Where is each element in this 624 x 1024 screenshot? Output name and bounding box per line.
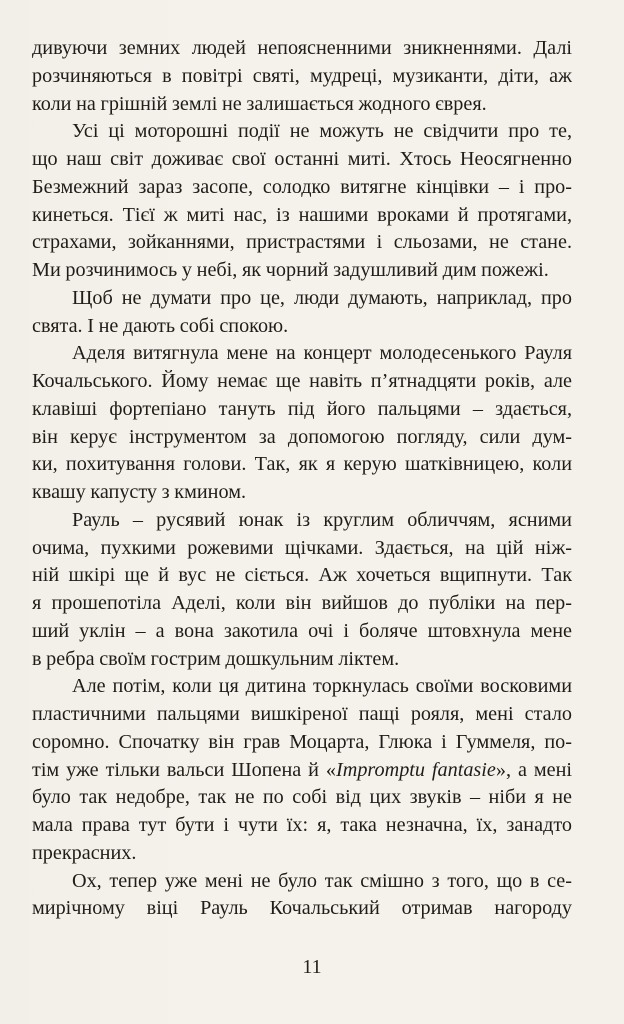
paragraph-5 — [32, 507, 572, 674]
text-line: Усі ці моторошні події не можуть не свідчити про те, — [72, 120, 572, 143]
italic-title: Impromptu fantasie — [336, 758, 496, 781]
text-line: я прошепотіла Аделі, коли він вийшов до публіки на пер- — [32, 592, 572, 614]
paragraph-1 — [32, 35, 572, 118]
text-line: свята. І не дають собі спокою. — [32, 314, 289, 337]
text-line: що наш світ доживає свої останні миті. Хтось Неосягненно — [32, 148, 572, 170]
text-line: клавіші фортепіано тануть під його пальцями – здається, — [32, 397, 572, 420]
text-line: Ох, тепер уже мені не було так смішно з того, що в се- — [72, 869, 572, 892]
text-line: ший уклін – а вона закотила очі і боляче штовхнула мене — [32, 619, 572, 642]
text-line: Ми розчинимось у небі, як чорний задушливий дим пожежі. — [32, 259, 549, 281]
text-line: в ребра своїм гострим дошкульним ліктем. — [32, 647, 400, 670]
text-line: ній шкірі ще й вус не сіється. Аж хочеться вщипнути. Так — [32, 564, 572, 587]
text-line: квашу капусту з кмином. — [32, 481, 247, 503]
page-text — [32, 35, 572, 923]
text-line: соромно. Спочатку він грав Моцарта, Глюка і Гуммеля, по- — [32, 730, 572, 753]
text-line: пластичними пальцями вишкіреної пащі рояля, мені стало — [32, 703, 572, 725]
text-line: прекрасних. — [32, 841, 137, 864]
text-line: Аделя витягнула мене на концерт молодесенького Рауля — [72, 342, 572, 365]
text-line: розчиняються в повітрі святі, мудреці, музиканти, діти, аж — [32, 64, 572, 87]
paragraph-7 — [32, 868, 572, 924]
text-line: мала права тут бути і чути їх: я, така незначна, їх, занадто — [32, 814, 572, 836]
paragraph-6 — [32, 673, 572, 867]
paragraph-2 — [32, 118, 572, 285]
text-line: Щоб не думати про це, люди думають, наприклад, про — [72, 286, 572, 309]
text-line: Рауль – русявий юнак із круглим обличчям, ясними — [72, 508, 572, 531]
text-line: ки, похитування голови. Так, як я керую шатківницею, коли — [32, 453, 572, 476]
page-number: 11 — [302, 956, 322, 978]
text-line: очима, пухкими рожевими щічками. Здається, на цій ніж- — [32, 536, 572, 559]
text-line: мирічному віці Рауль Кочальський отримав нагороду — [32, 897, 572, 920]
paragraph-4 — [32, 340, 572, 507]
text-line: страхами, зойканнями, пристрастями і сльозами, не стане. — [32, 231, 572, 254]
text-line: дивуючи земних людей непоясненними зникненнями. Далі — [32, 37, 572, 59]
text-line: Кочальського. Йому немає ще навіть п’ятнадцяти років, але — [32, 370, 572, 392]
text-line: він керує інструментом за допомогою погляду, сили дум- — [32, 425, 572, 448]
text-line: Безмежний зараз засопе, солодко витягне кінцівки – і про- — [32, 175, 572, 198]
paragraph-3 — [32, 285, 572, 341]
text-line: Але потім, коли ця дитина торкнулась своїми восковими — [72, 675, 572, 698]
text-line: кинеться. Тієї ж миті нас, із нашими вроками й протягами, — [32, 203, 572, 226]
text-line: коли на грішній землі не залишається жодного єврея. — [32, 92, 487, 115]
text-line: було так недобре, так не по собі від цих звуків – ніби я не — [32, 786, 572, 809]
text-line-with-italic: тім уже тільки вальси Шопена й «Impromptu fantasie», а мені — [32, 758, 572, 781]
